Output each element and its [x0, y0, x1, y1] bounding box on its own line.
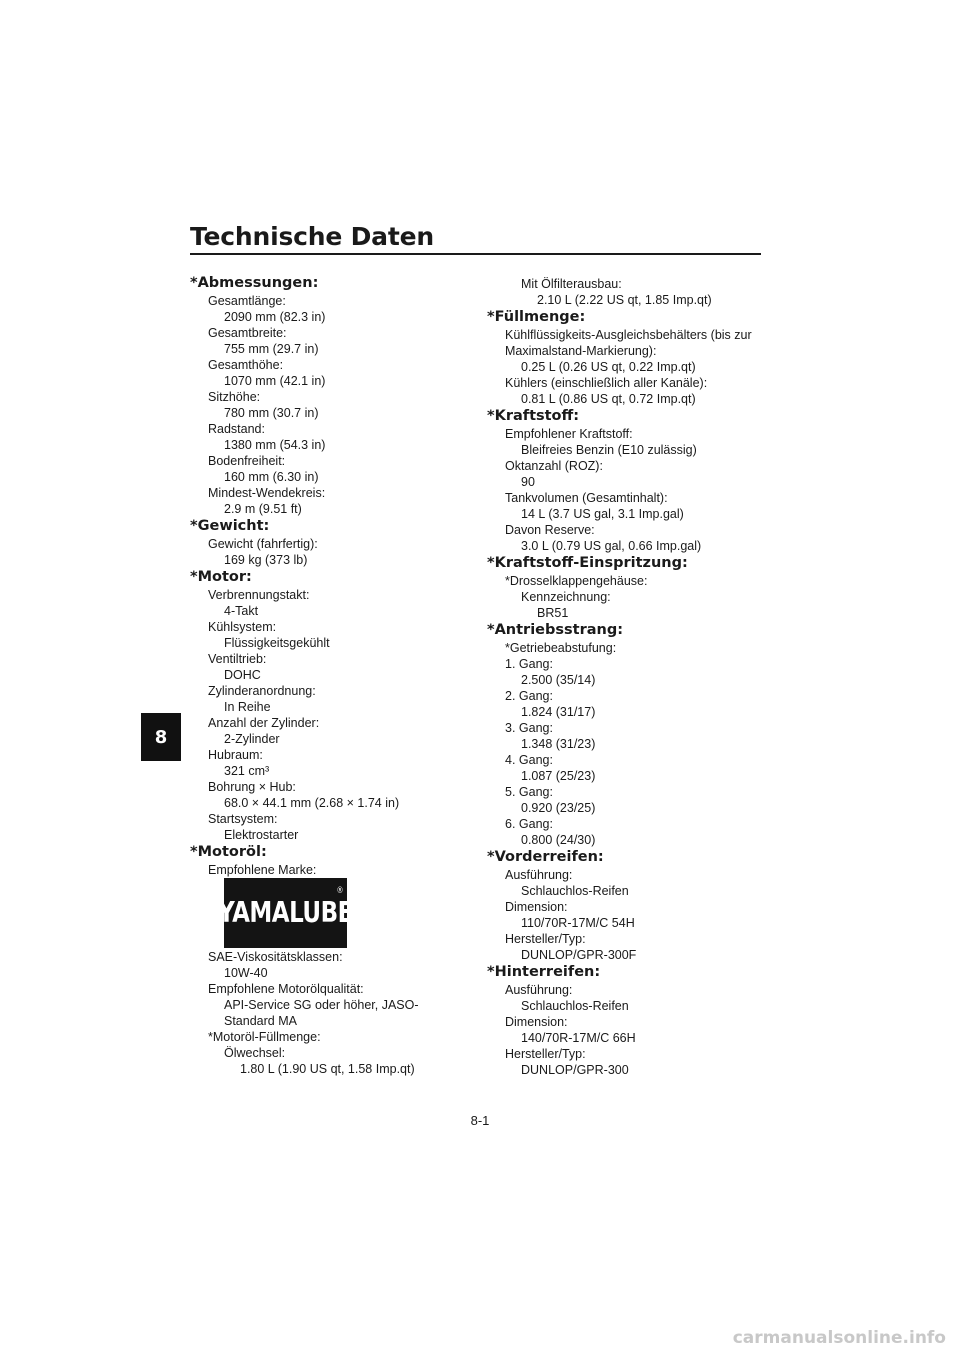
spec-value: Flüssigkeitsgekühlt [224, 636, 330, 650]
spec-label: *Drosselklappengehäuse: [505, 574, 648, 588]
spec-list [190, 536, 460, 568]
spec-value: Elektrostarter [224, 828, 299, 842]
spec-value: 2-Zylinder [224, 732, 280, 746]
spec-value: 0.81 L (0.86 US qt, 0.72 Imp.qt) [521, 392, 696, 406]
spec-value: 14 L (3.7 US gal, 3.1 Imp.gal) [521, 507, 684, 521]
spec-label: Ausführung: [505, 868, 573, 882]
section-fuellmenge [487, 308, 772, 407]
spec-value: Schlauchlos-Reifen [521, 999, 629, 1013]
spec-label: 1. Gang: [505, 657, 553, 671]
spec-label: Ausführung: [505, 983, 573, 997]
spec-label: Kühlers (einschließlich aller Kanäle): [505, 376, 708, 390]
spec-label: Tankvolumen (Gesamtinhalt): [505, 491, 668, 505]
section-gewicht [190, 517, 460, 568]
spec-list [190, 587, 460, 843]
yamalube-logo [218, 878, 353, 948]
page-number: 8-1 [470, 1113, 490, 1128]
spec-label: Radstand: [208, 422, 265, 436]
section-vorderreifen [487, 848, 772, 963]
spec-value: 90 [521, 475, 535, 489]
registered-mark: ® [336, 885, 343, 896]
spec-label: 6. Gang: [505, 817, 553, 831]
spec-label: Mindest-Wendekreis: [208, 486, 326, 500]
spec-label: Empfohlene Marke: [208, 863, 317, 877]
spec-label: Empfohlener Kraftstoff: [505, 427, 633, 441]
spec-list-continued [487, 276, 772, 308]
section-motoroel [190, 843, 460, 1077]
spec-label: Hersteller/Typ: [505, 932, 586, 946]
spec-value: 1.087 (25/23) [521, 769, 596, 783]
spec-value: 110/70R-17M/C 54H [521, 916, 635, 930]
spec-value: 0.25 L (0.26 US qt, 0.22 Imp.qt) [521, 360, 696, 374]
spec-value: BR51 [537, 606, 569, 620]
spec-value: 1.80 L (1.90 US qt, 1.58 Imp.qt) [240, 1062, 415, 1076]
spec-label: Dimension: [505, 1015, 568, 1029]
spec-list [487, 426, 772, 554]
section-heading: *Antriebsstrang: [487, 622, 624, 638]
spec-label: Anzahl der Zylinder: [208, 716, 320, 730]
spec-value: 780 mm (30.7 in) [224, 406, 319, 420]
spec-value: 169 kg (373 lb) [224, 553, 308, 567]
spec-value: API-Service SG oder höher, JASO- [224, 998, 419, 1012]
spec-label: Gesamthöhe: [208, 358, 284, 372]
spec-label: Kühlsystem: [208, 620, 277, 634]
spec-value: DUNLOP/GPR-300 [521, 1063, 629, 1077]
spec-label: Gewicht (fahrfertig): [208, 537, 318, 551]
spec-label: Zylinderanordnung: [208, 684, 316, 698]
spec-list [487, 573, 772, 621]
spec-label: 3. Gang: [505, 721, 553, 735]
right-column [487, 276, 772, 1078]
spec-label: Verbrennungstakt: [208, 588, 310, 602]
spec-value: 3.0 L (0.79 US gal, 0.66 Imp.gal) [521, 539, 702, 553]
spec-label: Empfohlene Motorölqualität: [208, 982, 364, 996]
section-heading: *Abmessungen: [190, 275, 319, 291]
spec-value: 0.800 (24/30) [521, 833, 596, 847]
section-heading: *Vorderreifen: [487, 849, 604, 865]
spec-value: Ölwechsel: [224, 1046, 286, 1060]
spec-value: Bleifreies Benzin (E10 zulässig) [521, 443, 697, 457]
spec-list [487, 867, 772, 963]
spec-label: Kühlflüssigkeits-Ausgleichsbehälters (bis zur [505, 328, 752, 342]
spec-label: Ventiltrieb: [208, 652, 267, 666]
spec-value: 68.0 × 44.1 mm (2.68 × 1.74 in) [224, 796, 400, 810]
section-motor [190, 568, 460, 843]
logo-text: YAMALUBE [218, 896, 353, 930]
spec-value: 4-Takt [224, 604, 259, 618]
spec-label: 5. Gang: [505, 785, 553, 799]
section-heading: *Gewicht: [190, 518, 270, 534]
spec-value: 321 cm³ [224, 764, 270, 778]
spec-value: 1380 mm (54.3 in) [224, 438, 326, 452]
spec-value: 1.824 (31/17) [521, 705, 596, 719]
section-heading: *Füllmenge: [487, 309, 586, 325]
spec-label: Gesamtlänge: [208, 294, 286, 308]
spec-list [190, 949, 460, 1077]
title-rule [190, 253, 761, 255]
spec-value: 10W-40 [224, 966, 268, 980]
spec-value: Standard MA [224, 1014, 297, 1028]
spec-value: 1070 mm (42.1 in) [224, 374, 326, 388]
spec-list [487, 640, 772, 848]
spec-value: 2.500 (35/14) [521, 673, 596, 687]
spec-list [190, 293, 460, 517]
spec-label: Bodenfreiheit: [208, 454, 286, 468]
left-column [190, 274, 460, 1077]
section-heading: *Kraftstoff: [487, 408, 580, 424]
spec-label: Oktanzahl (ROZ): [505, 459, 603, 473]
spec-label: 4. Gang: [505, 753, 553, 767]
section-antriebsstrang [487, 621, 772, 848]
section-heading: *Hinterreifen: [487, 964, 601, 980]
spec-label: Sitzhöhe: [208, 390, 261, 404]
spec-label: Bohrung × Hub: [208, 780, 296, 794]
spec-value: 2.9 m (9.51 ft) [224, 502, 302, 516]
spec-label: Hersteller/Typ: [505, 1047, 586, 1061]
spec-value: 1.348 (31/23) [521, 737, 596, 751]
spec-label: Gesamtbreite: [208, 326, 287, 340]
section-heading: *Motor: [190, 569, 252, 585]
spec-list [487, 327, 772, 407]
section-heading: *Kraftstoff-Einspritzung: [487, 555, 688, 571]
section-heading: *Motoröl: [190, 844, 267, 860]
spec-label: *Motoröl-Füllmenge: [208, 1030, 321, 1044]
spec-value: In Reihe [224, 700, 271, 714]
spec-label: Maximalstand-Markierung): [505, 344, 657, 358]
section-abmessungen [190, 274, 460, 517]
chapter-tab[interactable]: 8 [141, 713, 181, 761]
spec-label: SAE-Viskositätsklassen: [208, 950, 343, 964]
page-title: Technische Daten [190, 222, 434, 251]
spec-value: 2090 mm (82.3 in) [224, 310, 326, 324]
spec-value: 140/70R-17M/C 66H [521, 1031, 636, 1045]
section-kraftstoff [487, 407, 772, 554]
spec-list [190, 862, 460, 878]
spec-value: 755 mm (29.7 in) [224, 342, 319, 356]
spec-value: Mit Ölfilterausbau: [521, 277, 622, 291]
section-einspritzung [487, 554, 772, 621]
spec-label: 2. Gang: [505, 689, 553, 703]
spec-value: Kennzeichnung: [521, 590, 611, 604]
spec-value: 160 mm (6.30 in) [224, 470, 319, 484]
spec-label: Startsystem: [208, 812, 278, 826]
spec-label: *Getriebeabstufung: [505, 641, 617, 655]
spec-label: Dimension: [505, 900, 568, 914]
section-hinterreifen [487, 963, 772, 1078]
spec-value: Schlauchlos-Reifen [521, 884, 629, 898]
spec-list [487, 982, 772, 1078]
spec-value: 2.10 L (2.22 US qt, 1.85 Imp.qt) [537, 293, 712, 307]
watermark: carmanualsonline.info [732, 1328, 946, 1348]
spec-label: Davon Reserve: [505, 523, 595, 537]
spec-label: Hubraum: [208, 748, 263, 762]
spec-value: 0.920 (23/25) [521, 801, 596, 815]
spec-value: DOHC [224, 668, 261, 682]
spec-value: DUNLOP/GPR-300F [521, 948, 637, 962]
